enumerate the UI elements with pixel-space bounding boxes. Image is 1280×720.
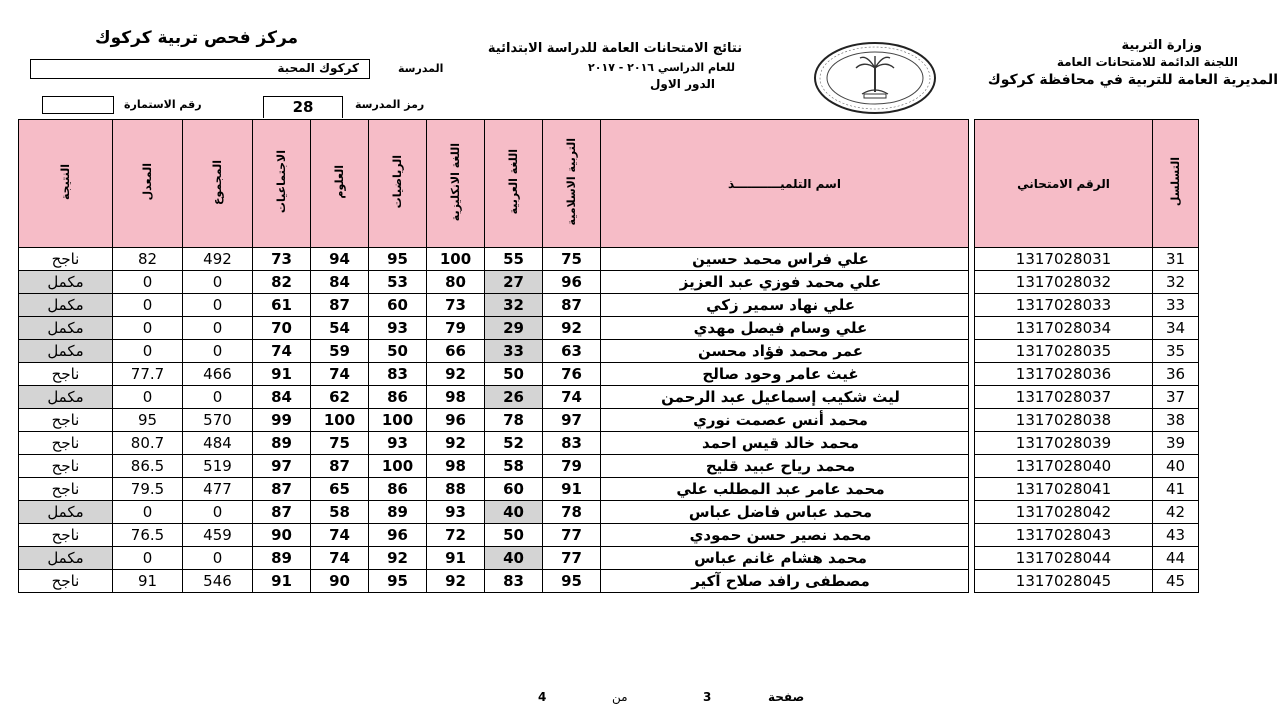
cell-exam-number: 1317028040 — [975, 455, 1153, 478]
cell-math: 86 — [369, 386, 427, 409]
cell-math: 89 — [369, 501, 427, 524]
school-label: المدرسة — [398, 62, 444, 75]
cell-social: 99 — [253, 409, 311, 432]
col-arabic-header: اللغة العربية — [485, 120, 543, 248]
cell-name: مصطفى رافد صلاح آكير — [601, 570, 969, 593]
cell-average: 80.7 — [113, 432, 183, 455]
results-table — [18, 119, 1199, 593]
table-row — [19, 547, 1199, 570]
cell-total: 0 — [183, 271, 253, 294]
cell-islamic: 97 — [543, 409, 601, 432]
table-header-row — [19, 120, 1199, 248]
cell-average: 0 — [113, 271, 183, 294]
col-result-header: النتيجة — [19, 120, 113, 248]
col-english-header: اللغة الانكليزية — [427, 120, 485, 248]
cell-result: ناجح — [19, 248, 113, 271]
ministry-seal-icon — [812, 40, 938, 116]
cell-english: 73 — [427, 294, 485, 317]
cell-exam-number: 1317028031 — [975, 248, 1153, 271]
col-social-header: الاجتماعيات — [253, 120, 311, 248]
cell-exam-number: 1317028036 — [975, 363, 1153, 386]
cell-total: 0 — [183, 317, 253, 340]
cell-serial: 36 — [1153, 363, 1199, 386]
cell-math: 53 — [369, 271, 427, 294]
committee-name: اللجنة الدائمة للامتحانات العامة — [1056, 55, 1238, 69]
cell-exam-number: 1317028044 — [975, 547, 1153, 570]
cell-serial: 44 — [1153, 547, 1199, 570]
cell-science: 58 — [311, 501, 369, 524]
table-row — [19, 294, 1199, 317]
table-row — [19, 386, 1199, 409]
cell-name: محمد عباس فاضل عباس — [601, 501, 969, 524]
cell-name: علي محمد فوزي عبد العزيز — [601, 271, 969, 294]
cell-math: 95 — [369, 248, 427, 271]
table-row — [19, 363, 1199, 386]
cell-math: 60 — [369, 294, 427, 317]
table-row — [19, 501, 1199, 524]
cell-english: 93 — [427, 501, 485, 524]
cell-serial: 37 — [1153, 386, 1199, 409]
table-row — [19, 455, 1199, 478]
cell-average: 76.5 — [113, 524, 183, 547]
cell-serial: 31 — [1153, 248, 1199, 271]
school-code-label: رمز المدرسة — [355, 98, 425, 111]
cell-math: 83 — [369, 363, 427, 386]
cell-name: محمد هشام غانم عباس — [601, 547, 969, 570]
cell-name: ليث شكيب إسماعيل عبد الرحمن — [601, 386, 969, 409]
cell-serial: 41 — [1153, 478, 1199, 501]
form-number-field — [42, 96, 114, 114]
cell-result: مكمل — [19, 501, 113, 524]
school-name-field: كركوك المحبة — [30, 59, 370, 79]
cell-average: 0 — [113, 386, 183, 409]
col-math-header: الرياضيات — [369, 120, 427, 248]
table-row — [19, 271, 1199, 294]
cell-science: 75 — [311, 432, 369, 455]
cell-exam-number: 1317028038 — [975, 409, 1153, 432]
cell-average: 82 — [113, 248, 183, 271]
cell-total: 477 — [183, 478, 253, 501]
cell-arabic: 55 — [485, 248, 543, 271]
cell-result: ناجح — [19, 570, 113, 593]
cell-science: 74 — [311, 363, 369, 386]
col-serial-header: التسلسل — [1153, 120, 1199, 248]
page-label: صفحة — [768, 690, 805, 704]
cell-name: عمر محمد فؤاد محسن — [601, 340, 969, 363]
ministry-name: وزارة التربية — [1121, 38, 1202, 53]
table-row — [19, 524, 1199, 547]
cell-social: 87 — [253, 501, 311, 524]
cell-science: 54 — [311, 317, 369, 340]
cell-social: 89 — [253, 547, 311, 570]
cell-math: 95 — [369, 570, 427, 593]
cell-science: 87 — [311, 455, 369, 478]
cell-arabic: 58 — [485, 455, 543, 478]
results-header — [455, 38, 775, 92]
page-number: 3 — [703, 690, 712, 704]
cell-result: مكمل — [19, 317, 113, 340]
cell-serial: 33 — [1153, 294, 1199, 317]
cell-total: 0 — [183, 386, 253, 409]
cell-exam-number: 1317028043 — [975, 524, 1153, 547]
cell-serial: 35 — [1153, 340, 1199, 363]
of-label: من — [612, 690, 628, 704]
cell-social: 89 — [253, 432, 311, 455]
cell-name: علي نهاد سمير زكي — [601, 294, 969, 317]
cell-average: 0 — [113, 547, 183, 570]
cell-science: 74 — [311, 524, 369, 547]
cell-islamic: 83 — [543, 432, 601, 455]
cell-islamic: 91 — [543, 478, 601, 501]
cell-result: ناجح — [19, 363, 113, 386]
cell-science: 87 — [311, 294, 369, 317]
cell-english: 91 — [427, 547, 485, 570]
cell-total: 519 — [183, 455, 253, 478]
cell-serial: 45 — [1153, 570, 1199, 593]
cell-serial: 38 — [1153, 409, 1199, 432]
cell-social: 74 — [253, 340, 311, 363]
cell-arabic: 78 — [485, 409, 543, 432]
exam-round: الدور الاول — [649, 77, 715, 91]
cell-result: ناجح — [19, 455, 113, 478]
cell-islamic: 92 — [543, 317, 601, 340]
cell-result: مكمل — [19, 547, 113, 570]
cell-math: 93 — [369, 432, 427, 455]
cell-result: ناجح — [19, 478, 113, 501]
col-science-header: العلوم — [311, 120, 369, 248]
cell-science: 94 — [311, 248, 369, 271]
cell-exam-number: 1317028033 — [975, 294, 1153, 317]
cell-arabic: 40 — [485, 547, 543, 570]
cell-arabic: 60 — [485, 478, 543, 501]
school-code-field: 28 — [263, 96, 343, 118]
table-row — [19, 248, 1199, 271]
cell-result: ناجح — [19, 524, 113, 547]
cell-result: ناجح — [19, 409, 113, 432]
directorate-name: المديرية العامة للتربية في محافظة كركوك — [987, 72, 1278, 88]
cell-result: مكمل — [19, 271, 113, 294]
cell-social: 90 — [253, 524, 311, 547]
cell-serial: 34 — [1153, 317, 1199, 340]
table-row — [19, 432, 1199, 455]
table-row — [19, 317, 1199, 340]
cell-arabic: 50 — [485, 363, 543, 386]
cell-math: 86 — [369, 478, 427, 501]
cell-math: 100 — [369, 409, 427, 432]
cell-english: 66 — [427, 340, 485, 363]
col-name-header: اسم التلميـــــــــــذ — [601, 120, 969, 248]
cell-exam-number: 1317028034 — [975, 317, 1153, 340]
cell-islamic: 74 — [543, 386, 601, 409]
total-pages: 4 — [538, 690, 547, 704]
cell-name: محمد رياح عبيد قليح — [601, 455, 969, 478]
cell-total: 0 — [183, 340, 253, 363]
cell-name: محمد خالد قيس احمد — [601, 432, 969, 455]
cell-english: 98 — [427, 386, 485, 409]
cell-social: 73 — [253, 248, 311, 271]
cell-exam-number: 1317028045 — [975, 570, 1153, 593]
cell-average: 95 — [113, 409, 183, 432]
cell-exam-number: 1317028037 — [975, 386, 1153, 409]
cell-english: 92 — [427, 432, 485, 455]
cell-social: 82 — [253, 271, 311, 294]
cell-average: 77.7 — [113, 363, 183, 386]
cell-arabic: 50 — [485, 524, 543, 547]
cell-english: 92 — [427, 570, 485, 593]
cell-serial: 39 — [1153, 432, 1199, 455]
cell-english: 96 — [427, 409, 485, 432]
cell-islamic: 78 — [543, 501, 601, 524]
cell-science: 74 — [311, 547, 369, 570]
cell-exam-number: 1317028032 — [975, 271, 1153, 294]
cell-english: 80 — [427, 271, 485, 294]
table-row — [19, 340, 1199, 363]
cell-islamic: 77 — [543, 524, 601, 547]
cell-total: 546 — [183, 570, 253, 593]
cell-english: 72 — [427, 524, 485, 547]
cell-exam-number: 1317028035 — [975, 340, 1153, 363]
cell-islamic: 87 — [543, 294, 601, 317]
cell-islamic: 75 — [543, 248, 601, 271]
cell-english: 98 — [427, 455, 485, 478]
cell-result: مكمل — [19, 386, 113, 409]
cell-islamic: 95 — [543, 570, 601, 593]
cell-math: 93 — [369, 317, 427, 340]
table-row — [19, 478, 1199, 501]
col-islamic-header: التربية الاسلامية — [543, 120, 601, 248]
cell-social: 91 — [253, 570, 311, 593]
col-total-header: المجموع — [183, 120, 253, 248]
cell-arabic: 32 — [485, 294, 543, 317]
cell-social: 70 — [253, 317, 311, 340]
cell-result: ناجح — [19, 432, 113, 455]
cell-science: 100 — [311, 409, 369, 432]
cell-arabic: 27 — [485, 271, 543, 294]
cell-arabic: 26 — [485, 386, 543, 409]
cell-total: 0 — [183, 501, 253, 524]
cell-arabic: 40 — [485, 501, 543, 524]
cell-average: 0 — [113, 317, 183, 340]
cell-math: 96 — [369, 524, 427, 547]
cell-english: 88 — [427, 478, 485, 501]
cell-islamic: 63 — [543, 340, 601, 363]
cell-serial: 43 — [1153, 524, 1199, 547]
table-row — [19, 409, 1199, 432]
cell-total: 0 — [183, 294, 253, 317]
cell-result: مكمل — [19, 340, 113, 363]
cell-total: 0 — [183, 547, 253, 570]
cell-average: 0 — [113, 340, 183, 363]
cell-math: 92 — [369, 547, 427, 570]
cell-name: علي وسام فيصل مهدي — [601, 317, 969, 340]
cell-name: محمد عامر عبد المطلب علي — [601, 478, 969, 501]
cell-average: 0 — [113, 501, 183, 524]
cell-islamic: 76 — [543, 363, 601, 386]
cell-arabic: 52 — [485, 432, 543, 455]
cell-total: 570 — [183, 409, 253, 432]
cell-social: 61 — [253, 294, 311, 317]
cell-science: 84 — [311, 271, 369, 294]
cell-serial: 40 — [1153, 455, 1199, 478]
cell-serial: 32 — [1153, 271, 1199, 294]
cell-exam-number: 1317028039 — [975, 432, 1153, 455]
cell-social: 84 — [253, 386, 311, 409]
cell-arabic: 83 — [485, 570, 543, 593]
cell-average: 79.5 — [113, 478, 183, 501]
cell-average: 0 — [113, 294, 183, 317]
ministry-header — [987, 38, 1278, 90]
results-title: نتائج الامتحانات العامة للدراسة الابتدائية — [487, 41, 743, 56]
cell-islamic: 79 — [543, 455, 601, 478]
cell-name: محمد نصير حسن حمودي — [601, 524, 969, 547]
cell-arabic: 33 — [485, 340, 543, 363]
cell-social: 87 — [253, 478, 311, 501]
cell-name: محمد أنس عصمت نوري — [601, 409, 969, 432]
academic-year: للعام الدراسي ٢٠١٦ - ٢٠١٧ — [588, 61, 735, 74]
cell-science: 62 — [311, 386, 369, 409]
cell-total: 484 — [183, 432, 253, 455]
cell-total: 466 — [183, 363, 253, 386]
cell-average: 86.5 — [113, 455, 183, 478]
cell-name: علي فراس محمد حسين — [601, 248, 969, 271]
cell-math: 50 — [369, 340, 427, 363]
cell-english: 100 — [427, 248, 485, 271]
cell-islamic: 77 — [543, 547, 601, 570]
table-row — [19, 570, 1199, 593]
cell-math: 100 — [369, 455, 427, 478]
cell-islamic: 96 — [543, 271, 601, 294]
cell-total: 459 — [183, 524, 253, 547]
cell-total: 492 — [183, 248, 253, 271]
col-average-header: المعدل — [113, 120, 183, 248]
cell-arabic: 29 — [485, 317, 543, 340]
col-exam-number-header: الرقم الامتحاني — [975, 120, 1153, 248]
cell-serial: 42 — [1153, 501, 1199, 524]
cell-science: 59 — [311, 340, 369, 363]
form-number-label: رقم الاستمارة — [124, 98, 202, 111]
cell-exam-number: 1317028042 — [975, 501, 1153, 524]
exam-center-title: مركز فحص تربية كركوك — [95, 28, 299, 48]
cell-exam-number: 1317028041 — [975, 478, 1153, 501]
cell-average: 91 — [113, 570, 183, 593]
cell-social: 91 — [253, 363, 311, 386]
cell-result: مكمل — [19, 294, 113, 317]
cell-english: 79 — [427, 317, 485, 340]
cell-social: 97 — [253, 455, 311, 478]
cell-english: 92 — [427, 363, 485, 386]
cell-name: غيث عامر وحود صالح — [601, 363, 969, 386]
cell-science: 65 — [311, 478, 369, 501]
cell-science: 90 — [311, 570, 369, 593]
